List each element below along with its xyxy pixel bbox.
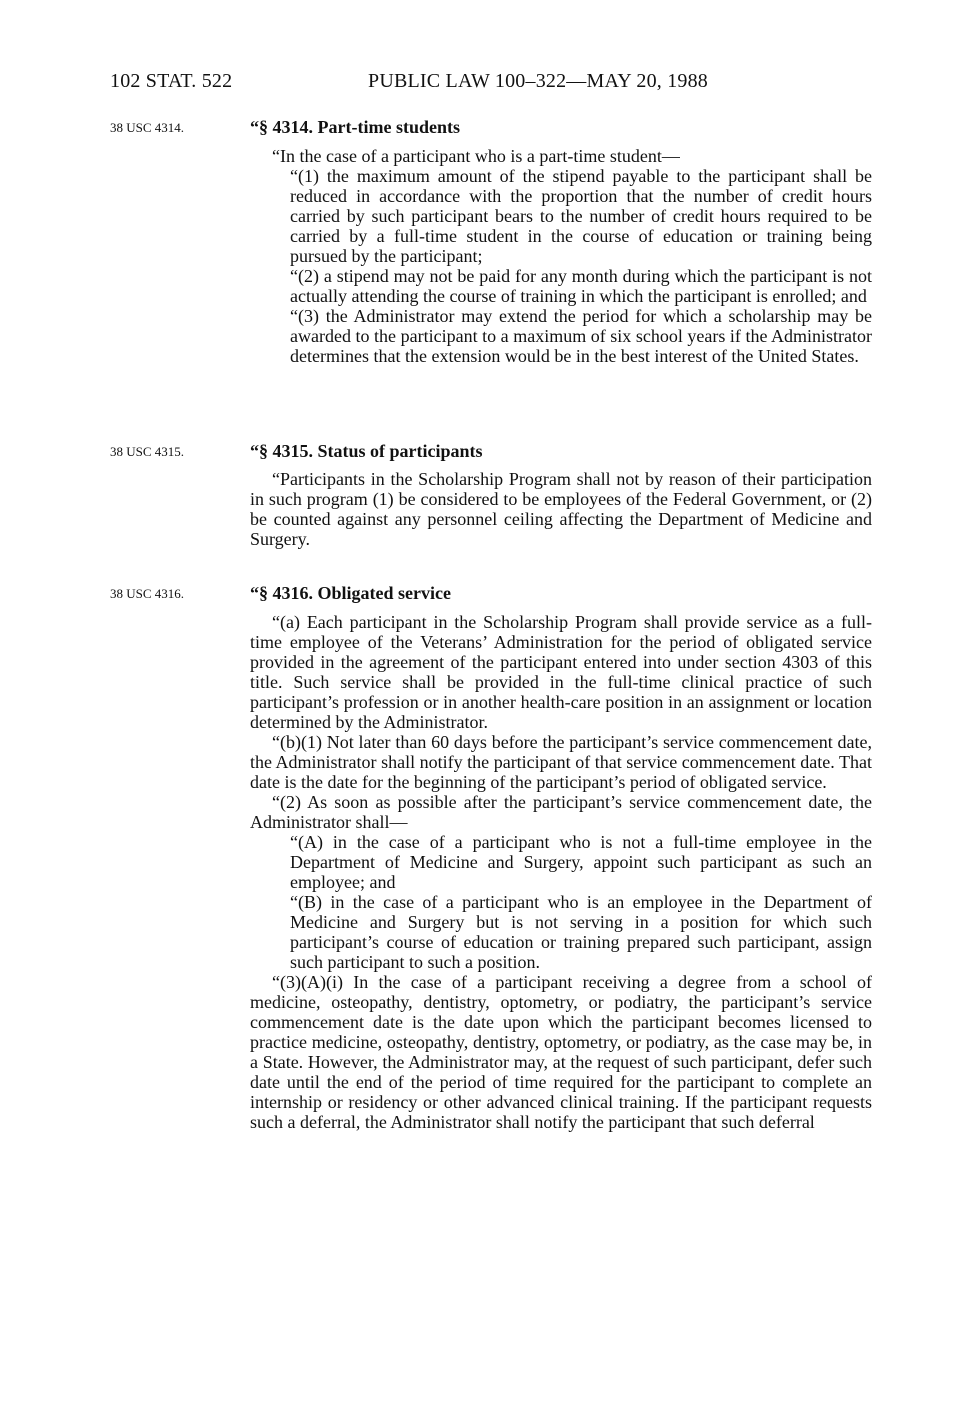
public-law-date: PUBLIC LAW 100–322—MAY 20, 1988 <box>368 70 708 92</box>
paragraph-clause-2: “(2) a stipend may not be paid for any month during which the participant is not actually attending the course of training in which the participant is enrolled; and <box>290 266 872 306</box>
paragraph: “Participants in the Scholarship Program shall not by reason of their participation in such program (1) be considered to be employees of the Federal Government, or (2) be counted against any personnel ceiling affecting the Department of Medicine and Surgery. <box>250 469 872 549</box>
section-body <box>250 469 872 549</box>
usc-margin-note: 38 USC 4315. <box>110 444 185 459</box>
paragraph-clause-a: “(A) in the case of a participant who is not a full-time employee in the Department of Medicine and Surgery, appoint such participant as such an employee; and <box>290 832 872 892</box>
paragraph-clause-1: “(1) the maximum amount of the stipend payable to the participant shall be reduced in accordance with the proportion that the number of credit hours carried by such participant bears to the number of credit hours required to be carried by a full-time student in the course of education or training being pursued by the participant; <box>290 166 872 266</box>
paragraph-subsection-b3: “(3)(A)(i) In the case of a participant receiving a degree from a school of medicine, osteopathy, dentistry, optometry, or podiatry, the participant’s service commencement date is the date upon which the participant becomes licensed to practice medicine, osteopathy, dentistry, optometry, or podiatry, as the case may be, in a State. However, the Administrator may, at the request of such participant, defer such date until the end of the period of time required for the participant to complete an internship or residency or other advanced clinical training. If the participant requests such a deferral, the Administrator shall notify the participant that such deferral <box>250 972 872 1132</box>
paragraph-subsection-b2: “(2) As soon as possible after the participant’s service commencement date, the Administrator shall— <box>250 792 872 832</box>
paragraph-subsection-b1: “(b)(1) Not later than 60 days before the participant’s service commencement date, the Administrator shall notify the participant of that service commencement date. That date is the date for the beginning of the participant’s period of obligated service. <box>250 732 872 792</box>
usc-margin-note: 38 USC 4316. <box>110 586 185 601</box>
section-heading: “§ 4316. Obligated service <box>250 583 451 603</box>
section-body <box>250 612 872 1132</box>
usc-margin-note: 38 USC 4314. <box>110 120 185 135</box>
section-body <box>250 146 872 366</box>
paragraph-clause-b: “(B) in the case of a participant who is an employee in the Department of Medicine and Surgery but is not serving in a position for which such participant’s course of education or training prepared such participant, assign such participant to such a position. <box>290 892 872 972</box>
section-heading: “§ 4315. Status of participants <box>250 441 483 461</box>
paragraph-subsection-a: “(a) Each participant in the Scholarship Program shall provide service as a full-time employee of the Veterans’ Administration for the period of obligated service provided in the agreement of the participant entered into under section 4303 of this title. Such service shall be provided in the full-time clinical practice of such participant’s profession or in another health-care position in an assignment or location determined by the Administrator. <box>250 612 872 732</box>
running-header <box>110 70 870 96</box>
section-heading: “§ 4314. Part-time students <box>250 117 460 137</box>
paragraph-clause-3: “(3) the Administrator may extend the period for which a scholarship may be awarded to the participant to a maximum of six school years if the Administrator determines that the extension would be in the best interest of the United States. <box>290 306 872 366</box>
stat-page-number: 102 STAT. 522 <box>110 70 233 92</box>
paragraph: “In the case of a participant who is a part-time student— <box>272 146 680 166</box>
